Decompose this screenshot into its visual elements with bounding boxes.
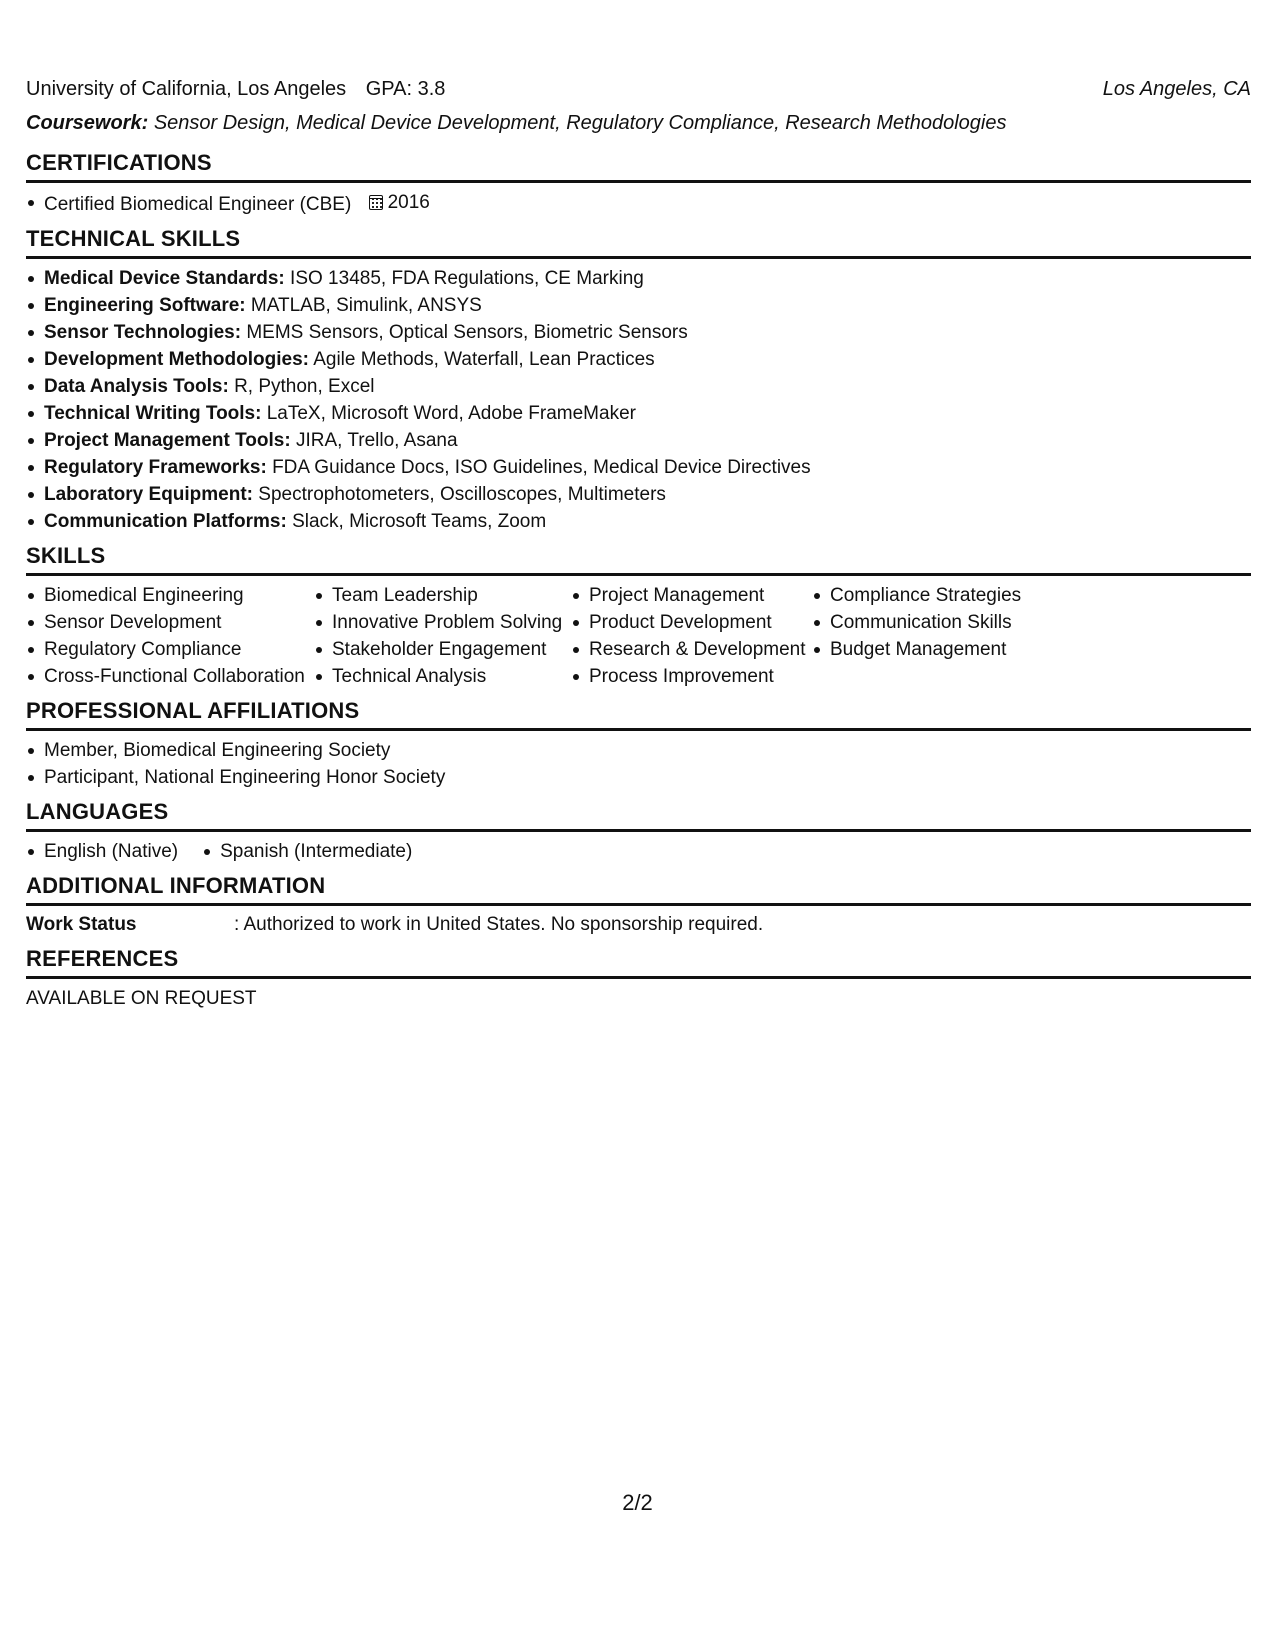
skill-values: FDA Guidance Docs, ISO Guidelines, Medical Device Directives — [272, 457, 811, 478]
list-item — [26, 319, 1251, 346]
skill-values: ISO 13485, FDA Regulations, CE Marking — [290, 268, 644, 289]
list-item: Biomedical Engineering — [26, 582, 314, 609]
skill-values: Slack, Microsoft Teams, Zoom — [292, 511, 547, 532]
list-item: Member, Biomedical Engineering Society — [26, 737, 1251, 764]
certification-year: 2016 — [387, 192, 430, 213]
references-section — [26, 946, 1251, 1013]
languages-list — [26, 838, 1251, 865]
skill-category: Development Methodologies: — [44, 349, 309, 370]
languages-heading: LANGUAGES — [26, 799, 1251, 832]
list-item: Compliance Strategies — [812, 582, 1112, 609]
page-number: 2/2 — [622, 1490, 653, 1515]
list-item: English (Native) — [26, 838, 178, 865]
certifications-section — [26, 150, 1251, 218]
skill-category: Project Management Tools: — [44, 430, 291, 451]
list-item — [26, 481, 1251, 508]
list-item: Budget Management — [812, 636, 1112, 663]
skill-values: JIRA, Trello, Asana — [295, 430, 458, 451]
list-item — [26, 292, 1251, 319]
certification-date — [369, 189, 430, 216]
coursework-list: Sensor Design, Medical Device Development, Regulatory Compliance, Research Methodologies — [153, 112, 1007, 134]
certifications-list — [26, 189, 1251, 218]
skills-heading: SKILLS — [26, 543, 1251, 576]
list-item — [26, 189, 1251, 218]
list-item: Innovative Problem Solving — [314, 609, 571, 636]
list-item — [26, 265, 1251, 292]
list-item: Research & Development — [571, 636, 812, 663]
languages-section — [26, 799, 1251, 865]
list-item — [26, 346, 1251, 373]
skill-category: Technical Writing Tools: — [44, 403, 262, 424]
skill-values: Agile Methods, Waterfall, Lean Practices — [313, 349, 655, 370]
affiliations-heading: PROFESSIONAL AFFILIATIONS — [26, 698, 1251, 731]
list-item: Communication Skills — [812, 609, 1112, 636]
list-item — [26, 508, 1251, 535]
skill-values: Spectrophotometers, Oscilloscopes, Multimeters — [258, 484, 666, 505]
list-item: Stakeholder Engagement — [314, 636, 571, 663]
list-item: Sensor Development — [26, 609, 314, 636]
certification-name: Certified Biomedical Engineer (CBE) — [44, 194, 352, 215]
skill-values: LaTeX, Microsoft Word, Adobe FrameMaker — [266, 403, 636, 424]
work-status-label: Work Status — [26, 914, 137, 935]
list-item — [26, 400, 1251, 427]
certifications-heading: CERTIFICATIONS — [26, 150, 1251, 183]
education-left — [26, 78, 459, 101]
list-item: Regulatory Compliance — [26, 636, 314, 663]
references-text: AVAILABLE ON REQUEST — [26, 988, 257, 1009]
list-item: Product Development — [571, 609, 812, 636]
list-item: Technical Analysis — [314, 663, 571, 690]
coursework-line — [26, 108, 1251, 142]
skills-column-1 — [26, 582, 314, 690]
affiliations-section — [26, 698, 1251, 791]
list-item: Spanish (Intermediate) — [202, 838, 412, 865]
affiliations-list — [26, 737, 1251, 791]
work-status-value: : Authorized to work in United States. No sponsorship required. — [234, 914, 764, 935]
list-item: Project Management — [571, 582, 812, 609]
resume-page — [26, 78, 1251, 1013]
skills-section — [26, 543, 1251, 690]
technical-skills-heading: TECHNICAL SKILLS — [26, 226, 1251, 259]
coursework-label: Coursework: — [26, 112, 149, 134]
list-item: Process Improvement — [571, 663, 812, 690]
technical-skills-list — [26, 265, 1251, 535]
additional-info-heading: ADDITIONAL INFORMATION — [26, 873, 1251, 906]
skills-grid — [26, 582, 1251, 690]
skill-values: MATLAB, Simulink, ANSYS — [250, 295, 482, 316]
calendar-icon — [369, 195, 383, 210]
skills-column-2 — [314, 582, 571, 690]
skill-category: Sensor Technologies: — [44, 322, 242, 343]
list-item — [26, 373, 1251, 400]
skill-category: Data Analysis Tools: — [44, 376, 229, 397]
list-item: Participant, National Engineering Honor Society — [26, 764, 1251, 791]
skill-category: Communication Platforms: — [44, 511, 287, 532]
list-item — [26, 454, 1251, 481]
skills-column-3 — [571, 582, 812, 690]
list-item: Team Leadership — [314, 582, 571, 609]
skill-category: Laboratory Equipment: — [44, 484, 254, 505]
skill-values: MEMS Sensors, Optical Sensors, Biometric Sensors — [246, 322, 688, 343]
education-location: Los Angeles, CA — [1102, 78, 1251, 100]
skill-category: Engineering Software: — [44, 295, 246, 316]
skill-category: Medical Device Standards: — [44, 268, 285, 289]
references-heading: REFERENCES — [26, 946, 1251, 979]
skills-column-4 — [812, 582, 1112, 690]
institution-name: University of California, Los Angeles — [26, 78, 347, 100]
work-status-row — [26, 912, 1251, 938]
additional-info-section — [26, 873, 1251, 938]
list-item — [26, 427, 1251, 454]
skill-category: Regulatory Frameworks: — [44, 457, 267, 478]
skill-values: R, Python, Excel — [234, 376, 375, 397]
gpa: GPA: 3.8 — [365, 78, 446, 100]
education-row — [26, 78, 1251, 108]
technical-skills-section — [26, 226, 1251, 535]
list-item: Cross-Functional Collaboration — [26, 663, 314, 690]
